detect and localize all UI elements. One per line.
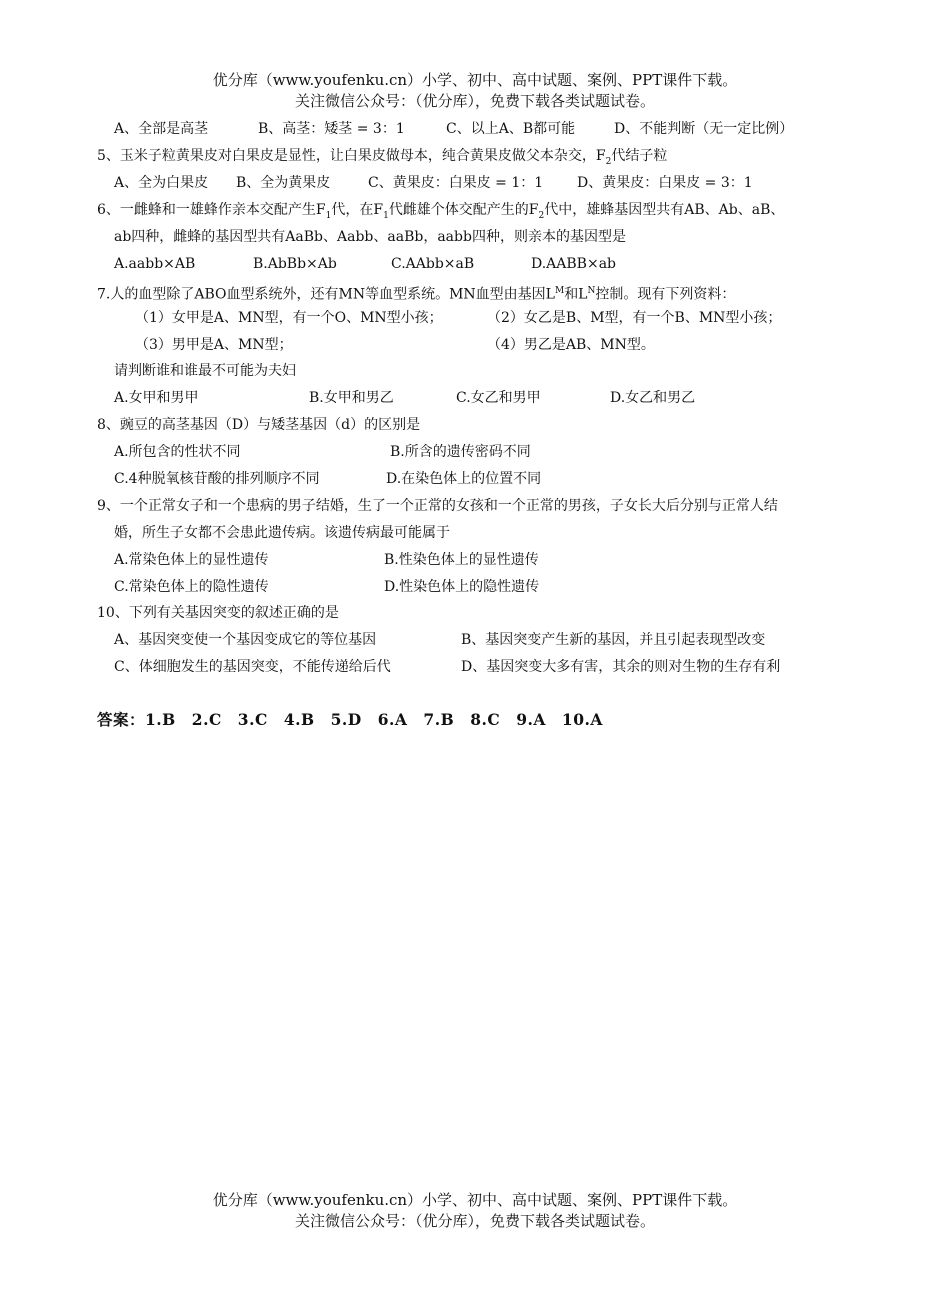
q10-option-b: B、基因突变产生新的基因，并且引起表现型改变 [461,632,766,648]
q10-option-d: D、基因突变大多有害，其余的则对生物的生存有利 [461,659,781,675]
q4-option-d: D、不能判断（无一定比例） [614,121,794,137]
footer-line-1: 优分库（www.youfenku.cn）小学、初中、高中试题、案例、PPT课件下载。 [212,1191,738,1209]
q10-option-a: A、基因突变使一个基因变成它的等位基因 [114,632,377,648]
q8-stem: 8、豌豆的高茎基因（D）与矮茎基因（d）的区别是 [97,417,421,433]
q7-stem: 7.人的血型除了ABO血型系统外，还有MN等血型系统。MN血型由基因$L^M$和$L^N$控制。现有下列资料： [97,286,736,303]
q9-option-b: B.性染色体上的显性遗传 [384,552,539,568]
q5-option-d: D、黄果皮：白果皮 = 3：1 [577,175,753,191]
q7-item-3: （3）男甲是A、MN型； [135,337,293,353]
q9-option-a: A.常染色体上的显性遗传 [114,552,269,568]
q8-option-a: A.所包含的性状不同 [114,444,241,460]
q9-stem-line-2: 婚，所生子女都不会患此遗传病。该遗传病最可能属于 [114,525,450,541]
page-header [0,70,950,112]
q7-option-d: D.女乙和男乙 [610,390,696,406]
q4-option-a: A、全部是高茎 [114,121,209,137]
q5-stem: 5、玉米子粒黄果皮对白果皮是显性，让白果皮做母本，纯合黄果皮做父本杂交，$F_2$代结子粒 [97,148,668,167]
q6-stem-line-2: ab四种，雌蜂的基因型共有AaBb、Aabb、aaBb，aabb四种，则亲本的基因型是 [114,229,626,245]
q7-item-4: （4）男乙是AB、MN型。 [487,337,655,353]
answer-key: 答案：1.B 2.C 3.C 4.B 5.D 6.A 7.B 8.C 9.A 10.A [97,710,603,729]
q7-question: 请判断谁和谁最不可能为夫妇 [114,363,296,379]
q6-option-b: B.AbBb×Ab [253,256,337,272]
q7-option-b: B.女甲和男乙 [309,390,394,406]
q8-option-b: B.所含的遗传密码不同 [390,444,531,460]
header-line-1: 优分库（www.youfenku.cn）小学、初中、高中试题、案例、PPT课件下载。 [212,71,738,89]
q8-option-c: C.4种脱氧核苷酸的排列顺序不同 [114,471,320,487]
q4-option-b: B、高茎：矮茎 = 3：1 [258,121,405,137]
q5-option-a: A、全为白果皮 [114,175,209,191]
q7-item-1: （1）女甲是A、MN型，有一个O、MN型小孩； [135,310,443,326]
q7-item-2: （2）女乙是B、M型，有一个B、MN型小孩； [487,310,782,326]
q6-option-d: D.AABB×ab [531,256,617,272]
q6-option-a: A.aabb×AB [114,256,196,272]
q6-stem-line-1: 6、一雌蜂和一雄蜂作亲本交配产生$F_1$代，在$F_1$代雌雄个体交配产生的$F_2$代中，雄蜂基因型共有AB、Ab、aB、 [97,202,785,221]
footer-line-2: 关注微信公众号：（优分库），免费下载各类试题试卷。 [294,1212,655,1230]
q10-option-c: C、体细胞发生的基因突变，不能传递给后代 [114,659,391,675]
page-footer [0,1190,950,1232]
q9-option-c: C.常染色体上的隐性遗传 [114,579,269,595]
q7-option-a: A.女甲和男甲 [114,390,199,406]
q5-option-c: C、黄果皮：白果皮 = 1：1 [368,175,544,191]
q9-stem-line-1: 9、一个正常女子和一个患病的男子结婚，生了一个正常的女孩和一个正常的男孩，子女长大后分别与正常人结 [97,498,778,514]
q6-option-c: C.AAbb×aB [391,256,475,272]
q7-option-c: C.女乙和男甲 [456,390,541,406]
q4-option-c: C、以上A、B都可能 [446,121,576,137]
q8-option-d: D.在染色体上的位置不同 [386,471,542,487]
q10-stem: 10、下列有关基因突变的叙述正确的是 [97,605,339,621]
header-line-2: 关注微信公众号：（优分库），免费下载各类试题试卷。 [294,92,655,110]
q9-option-d: D.性染色体上的隐性遗传 [384,579,540,595]
q5-option-b: B、全为黄果皮 [236,175,331,191]
